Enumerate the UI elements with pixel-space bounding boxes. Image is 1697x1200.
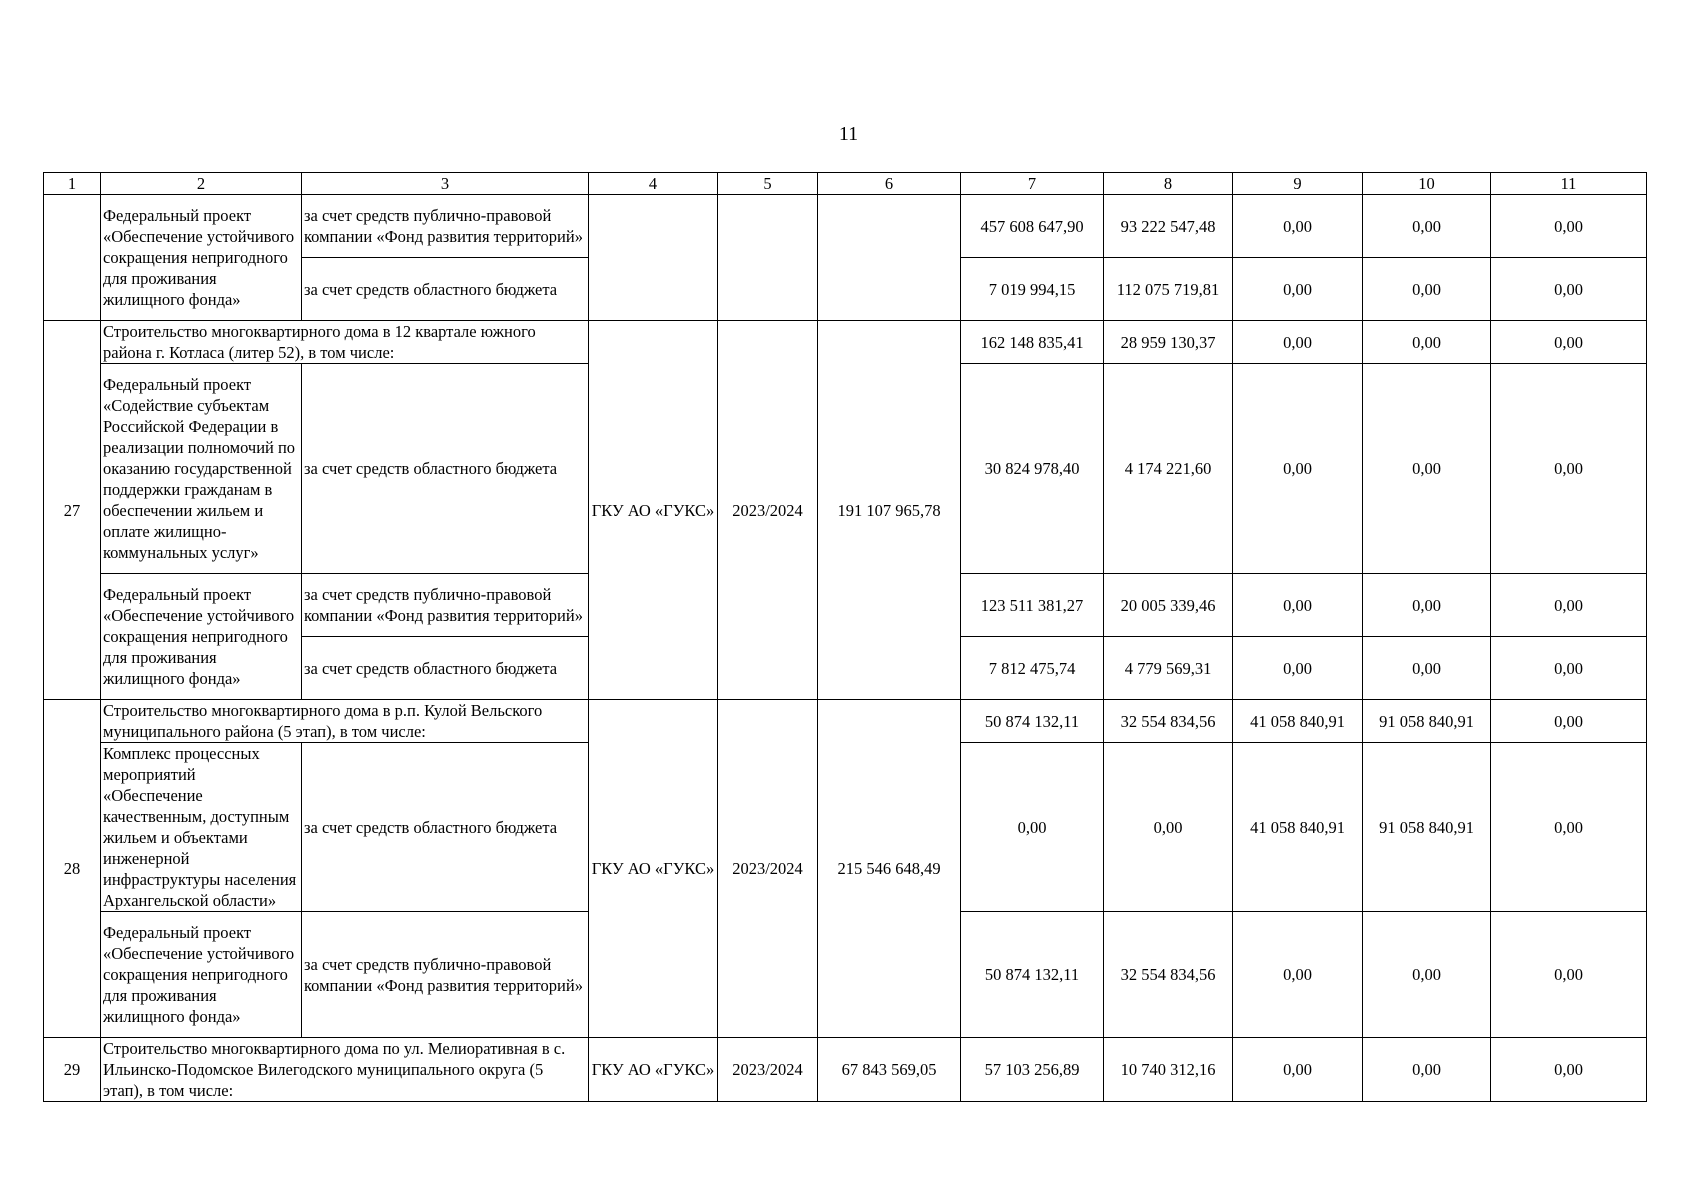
project-name: Федеральный проект «Обеспечение устойчивого сокращения непригодного для проживания жилищного фонда» [101,574,302,700]
table-row [44,700,1647,743]
page-number: 11 [838,123,859,145]
period: 2023/2024 [718,700,818,1038]
col-header: 2 [101,173,302,195]
row-number: 27 [44,321,101,700]
amount: 7 019 994,15 [961,258,1104,321]
table-row [44,195,1647,258]
col-header: 5 [718,173,818,195]
amount: 0,00 [1491,700,1647,743]
table-row [44,321,1647,364]
col-header: 3 [302,173,589,195]
object-title: Строительство многоквартирного дома в р.п. Кулой Вельского муниципального района (5 этап), в том числе: [101,700,589,743]
amount: 41 058 840,91 [1233,700,1363,743]
amount: 0,00 [1233,637,1363,700]
period: 2023/2024 [718,321,818,700]
amount: 0,00 [1233,1038,1363,1102]
amount: 0,00 [1233,258,1363,321]
amount: 50 874 132,11 [961,700,1104,743]
project-name: Федеральный проект «Обеспечение устойчивого сокращения непригодного для проживания жилищного фонда» [101,195,302,321]
amount: 0,00 [1233,574,1363,637]
amount: 0,00 [1491,912,1647,1038]
amount: 0,00 [1363,637,1491,700]
amount: 0,00 [1233,364,1363,574]
amount: 0,00 [1233,912,1363,1038]
amount: 0,00 [1491,364,1647,574]
row-number: 29 [44,1038,101,1102]
amount: 41 058 840,91 [1233,743,1363,912]
funding-source: за счет средств областного бюджета [302,637,589,700]
cell-empty [589,195,718,321]
amount: 457 608 647,90 [961,195,1104,258]
amount: 0,00 [961,743,1104,912]
col-header: 7 [961,173,1104,195]
object-title: Строительство многоквартирного дома по ул. Мелиоративная в с. Ильинско-Подомское Вилегодского муниципального округа (5 этап), в том числе: [101,1038,589,1102]
amount: 57 103 256,89 [961,1038,1104,1102]
table-row [44,1038,1647,1102]
funding-source: за счет средств публично-правовой компании «Фонд развития территорий» [302,912,589,1038]
object-title: Строительство многоквартирного дома в 12 квартале южного района г. Котласа (литер 52), в том числе: [101,321,589,364]
amount: 91 058 840,91 [1363,700,1491,743]
amount: 7 812 475,74 [961,637,1104,700]
amount: 112 075 719,81 [1104,258,1233,321]
amount: 0,00 [1491,321,1647,364]
amount: 0,00 [1104,743,1233,912]
budget-table [43,172,1647,1102]
amount: 0,00 [1491,637,1647,700]
amount: 32 554 834,56 [1104,912,1233,1038]
amount: 0,00 [1233,321,1363,364]
cell-empty [44,195,101,321]
amount: 162 148 835,41 [961,321,1104,364]
funding-source: за счет средств областного бюджета [302,364,589,574]
cell-empty [718,195,818,321]
amount: 0,00 [1363,912,1491,1038]
amount: 4 174 221,60 [1104,364,1233,574]
funding-source: за счет средств публично-правовой компании «Фонд развития территорий» [302,195,589,258]
total-cost: 215 546 648,49 [818,700,961,1038]
amount: 0,00 [1491,743,1647,912]
amount: 50 874 132,11 [961,912,1104,1038]
amount: 91 058 840,91 [1363,743,1491,912]
col-header: 4 [589,173,718,195]
customer: ГКУ АО «ГУКС» [589,700,718,1038]
amount: 10 740 312,16 [1104,1038,1233,1102]
amount: 93 222 547,48 [1104,195,1233,258]
col-header: 9 [1233,173,1363,195]
amount: 32 554 834,56 [1104,700,1233,743]
funding-source: за счет средств областного бюджета [302,258,589,321]
amount: 0,00 [1363,195,1491,258]
col-header: 10 [1363,173,1491,195]
amount: 0,00 [1363,364,1491,574]
period: 2023/2024 [718,1038,818,1102]
amount: 4 779 569,31 [1104,637,1233,700]
amount: 0,00 [1363,574,1491,637]
col-header: 8 [1104,173,1233,195]
project-name: Комплекс процессных мероприятий «Обеспечение качественным, доступным жильем и объектами инженерной инфраструктуры населения Архангельской области» [101,743,302,912]
funding-source: за счет средств областного бюджета [302,743,589,912]
amount: 0,00 [1233,195,1363,258]
customer: ГКУ АО «ГУКС» [589,321,718,700]
header-row [44,173,1647,195]
row-number: 28 [44,700,101,1038]
amount: 0,00 [1491,195,1647,258]
funding-source: за счет средств публично-правовой компании «Фонд развития территорий» [302,574,589,637]
amount: 0,00 [1363,258,1491,321]
project-name: Федеральный проект «Содействие субъектам Российской Федерации в реализации полномочий по оказанию государственной поддержки гражданам в обеспечении жильем и оплате жилищно-коммунальных услуг» [101,364,302,574]
col-header: 6 [818,173,961,195]
amount: 0,00 [1491,1038,1647,1102]
amount: 0,00 [1491,574,1647,637]
total-cost: 191 107 965,78 [818,321,961,700]
amount: 0,00 [1491,258,1647,321]
amount: 0,00 [1363,1038,1491,1102]
amount: 28 959 130,37 [1104,321,1233,364]
amount: 30 824 978,40 [961,364,1104,574]
total-cost: 67 843 569,05 [818,1038,961,1102]
amount: 20 005 339,46 [1104,574,1233,637]
col-header: 1 [44,173,101,195]
col-header: 11 [1491,173,1647,195]
cell-empty [818,195,961,321]
customer: ГКУ АО «ГУКС» [589,1038,718,1102]
project-name: Федеральный проект «Обеспечение устойчивого сокращения непригодного для проживания жилищного фонда» [101,912,302,1038]
amount: 123 511 381,27 [961,574,1104,637]
amount: 0,00 [1363,321,1491,364]
